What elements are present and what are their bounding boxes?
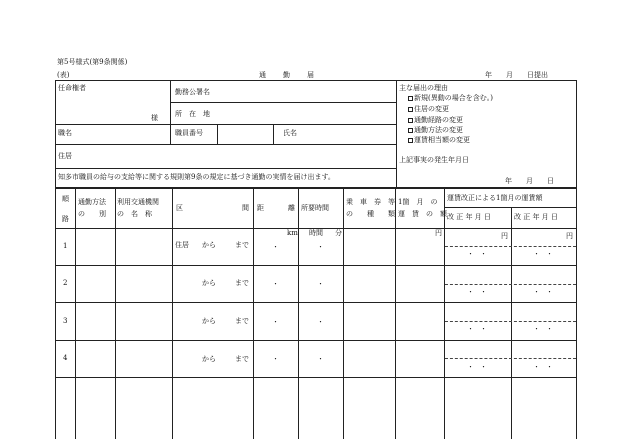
header-ticket-bottom: の 種 類 — [346, 210, 395, 218]
column-line — [343, 188, 344, 439]
address-label: 住居 — [58, 152, 72, 160]
dashed-line — [445, 246, 576, 247]
date-dots: ・ ・ — [467, 325, 487, 333]
header-method-top: 通勤方法 — [78, 198, 106, 206]
job-title-label: 職名 — [58, 129, 72, 137]
row-residence: 住居 — [175, 241, 189, 249]
table-top-line — [55, 188, 577, 189]
row-from: から — [202, 355, 216, 363]
date-dots: ・ ・ — [533, 363, 553, 371]
date-dots: ・ ・ — [533, 288, 553, 296]
unit-yen: 円 — [435, 229, 442, 237]
date-dots: ・ ・ — [467, 250, 487, 258]
header-method-bottom: の 別 — [78, 210, 106, 218]
reason-item[interactable]: 運賃相当額の変更 — [408, 137, 470, 144]
divider — [396, 80, 397, 188]
unit-km: km — [287, 229, 298, 237]
divider — [170, 102, 396, 103]
date-dots: ・ ・ — [533, 325, 553, 333]
column-line — [298, 188, 299, 439]
reason-item[interactable]: 通勤経路の変更 — [408, 117, 463, 124]
column-line — [511, 207, 512, 439]
date-dots: ・ ・ — [467, 288, 487, 296]
divider — [170, 80, 171, 145]
header-monthly-bottom: 運 賃 の 額 — [398, 210, 447, 218]
checkbox-icon — [408, 107, 413, 112]
column-line — [115, 188, 116, 439]
divider — [55, 144, 396, 145]
checkbox-icon — [408, 138, 413, 143]
reason-item[interactable]: 通勤方法の変更 — [408, 127, 463, 134]
occurrence-date-label: 上記事実の発生年月日 — [399, 156, 469, 164]
header-revision: 運賃改正による1箇月の運賃額 — [447, 194, 543, 202]
row-line — [55, 377, 577, 378]
divider — [55, 168, 396, 169]
row-line — [55, 265, 577, 266]
subheader-line — [444, 207, 576, 208]
checkbox-icon — [408, 118, 413, 123]
header-distance-right: 離 — [288, 204, 295, 212]
unit-minute: 分 — [335, 229, 342, 237]
column-line — [395, 188, 396, 439]
column-line — [75, 188, 76, 439]
upper-frame — [55, 80, 577, 188]
row-to: まで — [235, 355, 249, 363]
submit-date: 年 月 日提出 — [485, 71, 548, 79]
side-label: (表) — [57, 71, 70, 79]
unit-yen: 円 — [501, 232, 508, 240]
header-ticket-top: 乗 車 券 等 — [346, 198, 395, 206]
reason-item[interactable]: 新規(異動の場合を含む。) — [408, 95, 493, 102]
office-label: 勤務公署名 — [175, 88, 210, 96]
sama-label: 様 — [151, 114, 158, 122]
reason-item[interactable]: 住居の変更 — [408, 106, 449, 113]
time-dot: ・ — [317, 318, 324, 326]
row-to: まで — [235, 279, 249, 287]
row-from: から — [202, 279, 216, 287]
reason-title: 主な届出の理由 — [399, 84, 448, 92]
time-dot: ・ — [317, 243, 324, 251]
row-to: まで — [235, 241, 249, 249]
table-right-line — [576, 188, 577, 439]
dashed-line — [445, 321, 576, 322]
header-transport-top: 利用交通機関 — [117, 198, 159, 206]
row-to: まで — [235, 317, 249, 325]
row-from: から — [202, 317, 216, 325]
row-number: 4 — [63, 354, 68, 362]
row-number: 3 — [63, 317, 68, 325]
unit-yen: 円 — [566, 232, 573, 240]
occurrence-date-ymd: 年 月 日 — [505, 177, 554, 185]
form-title: 通 勤 届 — [259, 71, 315, 79]
row-line — [55, 340, 577, 341]
column-line — [172, 188, 173, 439]
checkbox-icon — [408, 96, 413, 101]
distance-dot: ・ — [272, 243, 279, 251]
date-dots: ・ ・ — [467, 363, 487, 371]
distance-dot: ・ — [272, 318, 279, 326]
declaration-text: 知多市職員の給与の支給等に関する規則第9条の規定に基づき通勤の実情を届け出ます。 — [58, 173, 335, 181]
column-line — [444, 188, 445, 439]
header-section-right: 間 — [242, 204, 249, 212]
row-number: 1 — [63, 242, 68, 250]
header-monthly-top: 1箇 月 の — [398, 198, 438, 206]
row-line — [55, 302, 577, 303]
name-label: 氏名 — [283, 129, 297, 137]
time-dot: ・ — [317, 355, 324, 363]
form-number: 第5号様式(第9条関係) — [57, 58, 128, 66]
header-revision-date-2: 改 正 年 月 日 — [514, 213, 558, 221]
unit-hour: 時間 — [309, 229, 323, 237]
column-line — [253, 188, 254, 439]
divider — [55, 124, 396, 125]
appointer-label: 任命権者 — [58, 84, 86, 92]
divider — [273, 124, 274, 144]
date-dots: ・ ・ — [533, 250, 553, 258]
header-seq-bottom: 路 — [62, 215, 69, 223]
distance-dot: ・ — [272, 355, 279, 363]
header-transport-bottom: の 名 称 — [117, 210, 152, 218]
header-seq-top: 順 — [62, 195, 69, 203]
staff-no-label: 職員番号 — [175, 129, 203, 137]
row-number: 2 — [63, 279, 68, 287]
header-revision-date: 改 正 年 月 日 — [447, 213, 491, 221]
location-label: 所 在 地 — [175, 110, 210, 118]
row-from: から — [202, 241, 216, 249]
time-dot: ・ — [317, 280, 324, 288]
dashed-line — [445, 358, 576, 359]
header-time: 所要時間 — [301, 204, 329, 212]
dashed-line — [445, 284, 576, 285]
header-distance-left: 距 — [257, 204, 264, 212]
table-left-line — [55, 188, 56, 439]
divider — [217, 124, 218, 144]
distance-dot: ・ — [272, 280, 279, 288]
header-section-left: 区 — [176, 204, 183, 212]
checkbox-icon — [408, 128, 413, 133]
